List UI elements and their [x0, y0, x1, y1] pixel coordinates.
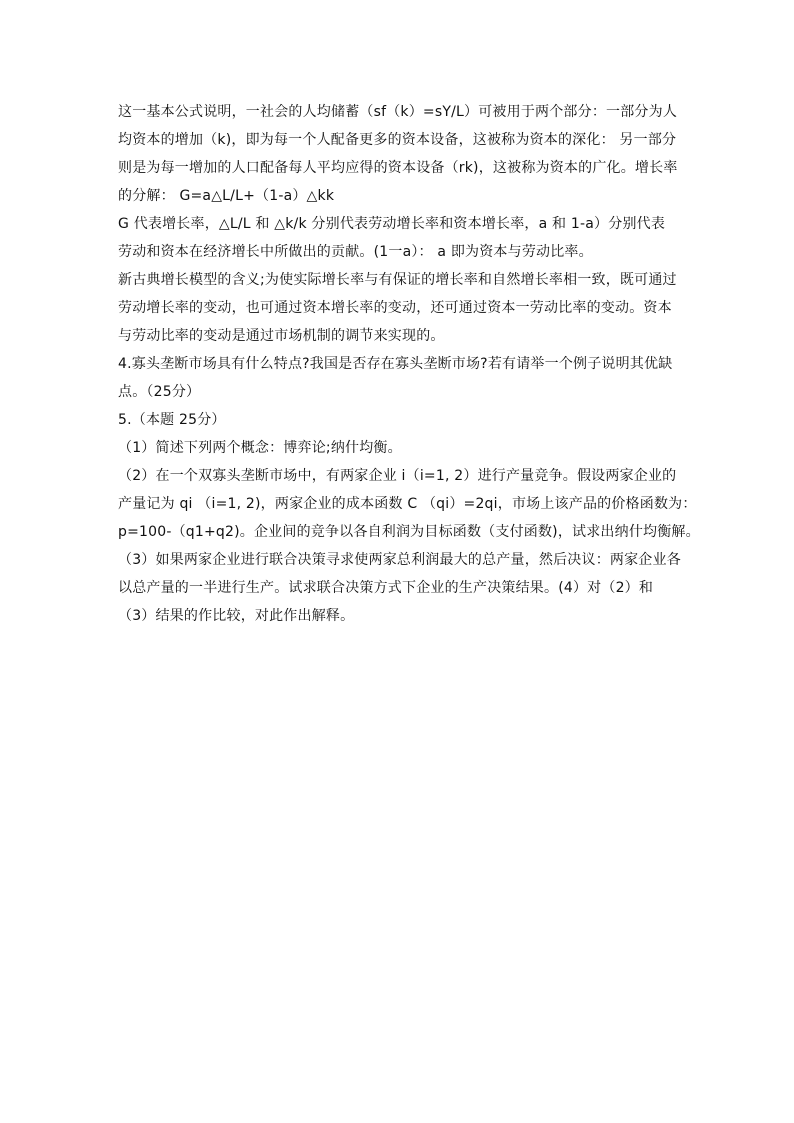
text-line: （3）结果的作比较，对此作出解释。: [118, 608, 355, 624]
text-line: 与劳动比率的变动是通过市场机制的调节来实现的。: [118, 328, 445, 344]
text-line: 劳动增长率的变动，也可通过资本增长率的变动，还可通过资本一劳动比率的变动。资本: [118, 300, 672, 316]
text-line: 劳动和资本在经济增长中所做出的贡献。(1一a）： a 即为资本与劳动比率。: [118, 244, 593, 260]
text-line: p=100-（q1+q2)。企业间的竞争以各自利润为目标函数（支付函数)，试求出纳什均衡解。: [118, 524, 700, 540]
formula-line: 的分解： G=a△L/L+（1-a）△kk: [118, 188, 335, 204]
question-5-part-3: （3）如果两家企业进行联合决策寻求使两家总利润最大的总产量，然后决议：两家企业各: [118, 552, 681, 568]
text-line: 新古典增长模型的含义;为使实际增长率与有保证的增长率和自然增长率相一致，既可通过: [118, 272, 677, 288]
question-4-line: 4.寡头垄断市场具有什么特点?我国是否存在寡头垄断市场?若有请举一个例子说明其优缺: [118, 356, 673, 372]
document-body: [118, 98, 700, 630]
question-5-part-2: （2）在一个双寡头垄断市场中，有两家企业 i（i=1, 2）进行产量竞争。假设两家企业的: [118, 468, 677, 484]
text-line: 则是为每一增加的人口配备每人平均应得的资本设备（rk)，这被称为资本的广化。增长率: [118, 160, 678, 176]
text-line: 产量记为 qi （i=1, 2)，两家企业的成本函数 C （qi）=2qi，市场上该产品的价格函数为：: [118, 496, 697, 512]
question-5-title: 5.（本题 25分）: [118, 412, 226, 428]
question-5-part-1: （1）简述下列两个概念：博弈论;纳什均衡。: [118, 440, 402, 456]
text-line: 这一基本公式说明，一社会的人均储蓄（sf（k）=sY/L）可被用于两个部分：一部分为人: [118, 104, 678, 120]
text-line: 均资本的增加（k)，即为每一个人配备更多的资本设备，这被称为资本的深化： 另一部分: [118, 132, 677, 148]
text-line: 以总产量的一半进行生产。试求联合决策方式下企业的生产决策结果。(4）对（2）和: [118, 580, 654, 596]
text-line: G 代表增长率，△L/L 和 △k/k 分别代表劳动增长率和资本增长率，a 和 1-a）分别代表: [118, 216, 666, 232]
question-4-score: 点。（25分）: [118, 384, 201, 400]
